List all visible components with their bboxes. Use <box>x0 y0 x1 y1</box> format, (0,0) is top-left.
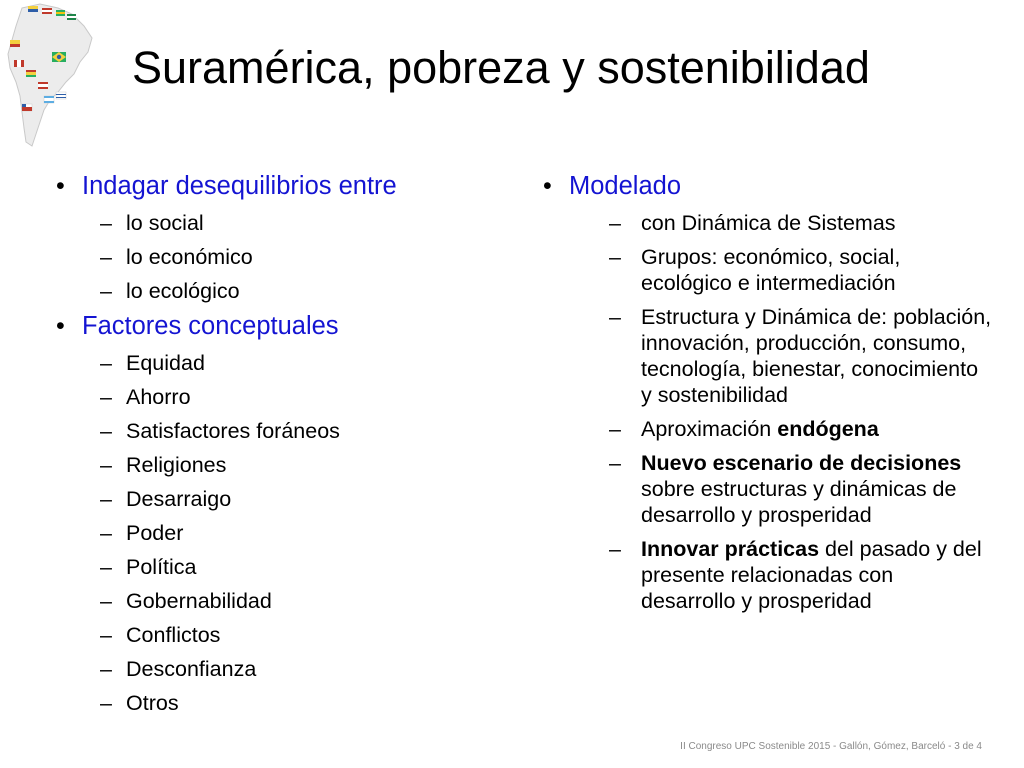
sub-item: – Desconfianza <box>82 656 496 682</box>
right-bullet-heading: • Modelado <box>569 172 681 200</box>
sub-item-text: Estructura y Dinámica de: población, innovación, producción, consumo, tecnología, bienestar, conocimiento y sostenibilidad <box>641 305 992 407</box>
sub-item: – Poder <box>82 520 496 546</box>
slide-title: Suramérica, pobreza y sostenibilidad <box>132 42 870 93</box>
sub-item-text: con Dinámica de Sistemas <box>641 211 896 235</box>
left-bullet-factores <box>56 310 496 716</box>
left-bullet-desequilibrios <box>56 170 496 304</box>
slide-footer: II Congreso UPC Sostenible 2015 - Gallón, Gómez, Barceló - 3 de 4 <box>680 741 982 752</box>
sub-item <box>569 450 993 528</box>
right-bullet-modelado <box>543 170 993 614</box>
sub-item-text: Grupos: económico, social, ecológico e intermediación <box>641 245 901 295</box>
south-america-flags-map-icon <box>0 0 100 150</box>
sub-item-bold: Innovar prácticas <box>641 537 820 561</box>
sub-item: – Desarraigo <box>82 486 496 512</box>
sub-item <box>569 536 993 614</box>
sub-item <box>569 304 993 408</box>
sub-item-text: del pasado y del presente relacionadas con desarrollo y prosperidad <box>641 537 982 613</box>
sub-item: – lo social <box>82 210 496 236</box>
left-bullet-heading: • Indagar desequilibrios entre <box>82 172 397 200</box>
sub-item: – Ahorro <box>82 384 496 410</box>
sub-item: – lo económico <box>82 244 496 270</box>
sub-item: – Otros <box>82 690 496 716</box>
sub-item: – lo ecológico <box>82 278 496 304</box>
sub-list <box>82 350 496 716</box>
sub-item: – Política <box>82 554 496 580</box>
sub-item-text: Aproximación <box>641 417 778 441</box>
sub-item: – Conflictos <box>82 622 496 648</box>
sub-item <box>569 244 993 296</box>
right-column <box>543 170 993 614</box>
sub-item: – Equidad <box>82 350 496 376</box>
sub-item-bold: endógena <box>777 417 879 441</box>
sub-item: – Religiones <box>82 452 496 478</box>
sub-item: – Satisfactores foráneos <box>82 418 496 444</box>
left-column <box>56 170 496 716</box>
sub-list <box>569 210 993 614</box>
sub-item-bold: Nuevo escenario de decisiones <box>641 451 962 475</box>
sub-list <box>82 210 496 304</box>
sub-item: – Gobernabilidad <box>82 588 496 614</box>
sub-item-text: sobre estructuras y dinámicas de desarrollo y prosperidad <box>641 477 957 527</box>
sub-item <box>569 416 993 442</box>
sub-item <box>569 210 993 236</box>
left-bullet-heading: • Factores conceptuales <box>82 312 339 340</box>
